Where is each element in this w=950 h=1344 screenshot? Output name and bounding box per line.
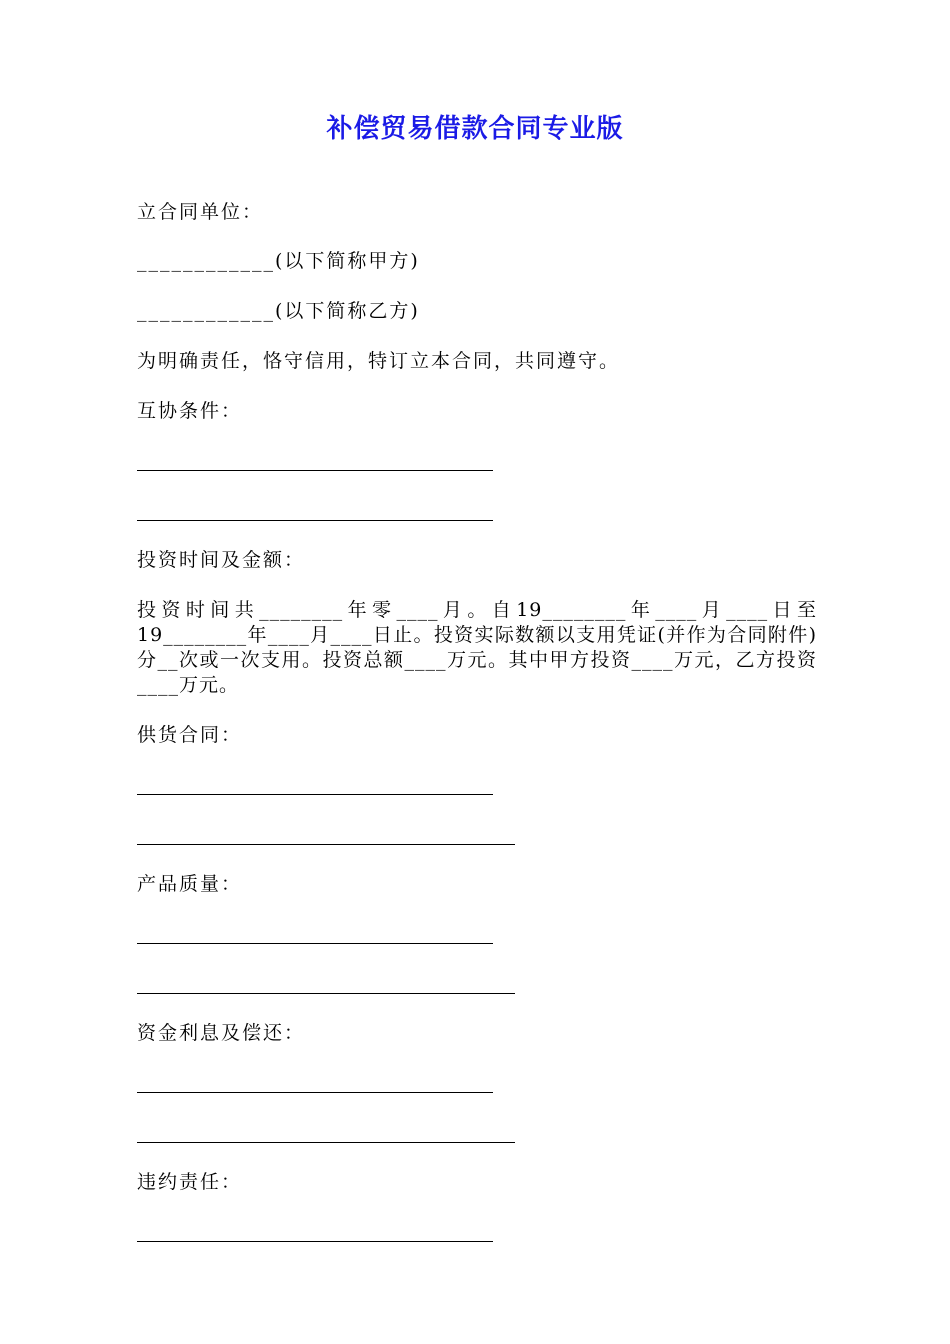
document-title: 补偿贸易借款合同专业版 [326, 114, 624, 144]
blank-rule [137, 1241, 493, 1242]
investment-paragraph: 投资时间共________年零____月。自19________年____月____日至19________年____月____日止。投资实际数额以支用凭证(并作为合同附件)分__次或一次支用。投资总额____万元。其中甲方投资____万元，乙方投资____万元。 [137, 599, 817, 696]
blank-rule [137, 993, 515, 994]
section-heading-interest: 资金利息及偿还： [137, 1022, 306, 1044]
blank-rule [137, 1092, 493, 1093]
section-heading-supply: 供货合同： [137, 724, 243, 746]
blank-rule [137, 794, 493, 795]
section-heading-investment: 投资时间及金额： [137, 549, 306, 571]
section-heading-quality: 产品质量： [137, 873, 243, 895]
section-heading-liability: 违约责任： [137, 1171, 243, 1193]
blank-rule [137, 943, 493, 944]
preamble: 为明确责任，恪守信用，特订立本合同，共同遵守。 [137, 350, 621, 372]
blank-rule [137, 1142, 515, 1143]
section-heading-cooperation: 互协条件： [137, 400, 243, 422]
party-b-line: ____________(以下简称乙方) [137, 300, 420, 322]
blank-rule [137, 470, 493, 471]
party-a-line: ____________(以下简称甲方) [137, 250, 420, 272]
blank-rule [137, 520, 493, 521]
blank-rule [137, 844, 515, 845]
parties-heading: 立合同单位： [137, 201, 264, 223]
